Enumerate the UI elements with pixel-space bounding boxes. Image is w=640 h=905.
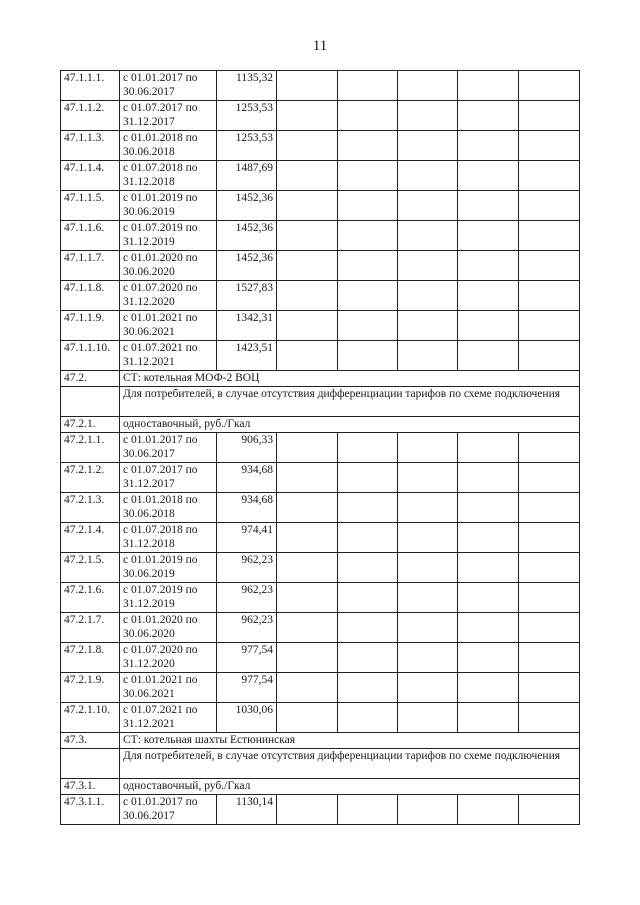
empty-cell — [338, 493, 398, 523]
period-cell: с 01.01.2019 по 30.06.2019 — [120, 191, 217, 221]
row-number: 47.1.1.2. — [61, 101, 120, 131]
empty-cell — [519, 553, 580, 583]
tariff-value: 962,23 — [217, 613, 277, 643]
empty-cell — [458, 101, 519, 131]
empty-cell — [458, 341, 519, 371]
empty-cell — [458, 613, 519, 643]
empty-cell — [458, 311, 519, 341]
tariff-value: 1253,53 — [217, 101, 277, 131]
empty-cell — [277, 673, 338, 703]
empty-cell — [398, 613, 458, 643]
empty-cell — [519, 583, 580, 613]
tariff-table — [60, 70, 580, 825]
tariff-value: 1135,32 — [217, 71, 277, 101]
table-row — [61, 387, 580, 417]
period-cell: с 01.07.2021 по 31.12.2021 — [120, 703, 217, 733]
empty-cell — [519, 191, 580, 221]
table-row — [61, 613, 580, 643]
period-cell: с 01.01.2021 по 30.06.2021 — [120, 311, 217, 341]
empty-cell — [277, 523, 338, 553]
empty-cell — [519, 71, 580, 101]
note-number — [61, 749, 120, 779]
row-number: 47.2.1.1. — [61, 433, 120, 463]
empty-cell — [338, 311, 398, 341]
row-number: 47.2.1.8. — [61, 643, 120, 673]
table-row — [61, 71, 580, 101]
table-row — [61, 643, 580, 673]
consumer-note: Для потребителей, в случае отсутствия дифференциации тарифов по схеме подключения — [120, 749, 580, 779]
empty-cell — [277, 161, 338, 191]
empty-cell — [338, 673, 398, 703]
period-cell: с 01.01.2020 по 30.06.2020 — [120, 613, 217, 643]
empty-cell — [277, 463, 338, 493]
row-number: 47.2.1.10. — [61, 703, 120, 733]
empty-cell — [277, 643, 338, 673]
row-number: 47.2.1.3. — [61, 493, 120, 523]
subsection-number: 47.2.1. — [61, 417, 120, 433]
empty-cell — [398, 703, 458, 733]
row-number: 47.1.1.3. — [61, 131, 120, 161]
empty-cell — [277, 281, 338, 311]
section-number: 47.3. — [61, 733, 120, 749]
period-cell: с 01.07.2018 по 31.12.2018 — [120, 161, 217, 191]
empty-cell — [277, 433, 338, 463]
table-row — [61, 281, 580, 311]
empty-cell — [338, 523, 398, 553]
table-row — [61, 417, 580, 433]
tariff-value: 1130,14 — [217, 795, 277, 825]
empty-cell — [398, 341, 458, 371]
empty-cell — [458, 643, 519, 673]
empty-cell — [398, 101, 458, 131]
tariff-value: 906,33 — [217, 433, 277, 463]
period-cell: с 01.01.2017 по 30.06.2017 — [120, 433, 217, 463]
empty-cell — [398, 281, 458, 311]
table-row — [61, 779, 580, 795]
row-number: 47.3.1.1. — [61, 795, 120, 825]
tariff-value: 962,23 — [217, 583, 277, 613]
period-cell: с 01.07.2018 по 31.12.2018 — [120, 523, 217, 553]
empty-cell — [338, 703, 398, 733]
empty-cell — [338, 281, 398, 311]
empty-cell — [519, 493, 580, 523]
period-cell: с 01.01.2018 по 30.06.2018 — [120, 131, 217, 161]
empty-cell — [338, 341, 398, 371]
empty-cell — [458, 433, 519, 463]
empty-cell — [458, 583, 519, 613]
empty-cell — [277, 795, 338, 825]
tariff-value: 977,54 — [217, 673, 277, 703]
table-row — [61, 553, 580, 583]
tariff-value: 1452,36 — [217, 191, 277, 221]
tariff-value: 1452,36 — [217, 251, 277, 281]
empty-cell — [277, 613, 338, 643]
table-row — [61, 161, 580, 191]
period-cell: с 01.01.2021 по 30.06.2021 — [120, 673, 217, 703]
empty-cell — [398, 523, 458, 553]
period-cell: с 01.07.2017 по 31.12.2017 — [120, 101, 217, 131]
period-cell: с 01.07.2017 по 31.12.2017 — [120, 463, 217, 493]
empty-cell — [277, 71, 338, 101]
empty-cell — [519, 523, 580, 553]
empty-cell — [338, 101, 398, 131]
empty-cell — [277, 101, 338, 131]
empty-cell — [398, 463, 458, 493]
table-row — [61, 463, 580, 493]
empty-cell — [519, 673, 580, 703]
empty-cell — [338, 583, 398, 613]
table-row — [61, 371, 580, 387]
empty-cell — [398, 643, 458, 673]
empty-cell — [277, 493, 338, 523]
tariff-value: 1487,69 — [217, 161, 277, 191]
empty-cell — [338, 463, 398, 493]
empty-cell — [458, 703, 519, 733]
empty-cell — [398, 221, 458, 251]
period-cell: с 01.07.2020 по 31.12.2020 — [120, 643, 217, 673]
tariff-value: 962,23 — [217, 553, 277, 583]
table-row — [61, 433, 580, 463]
row-number: 47.2.1.6. — [61, 583, 120, 613]
row-number: 47.1.1.8. — [61, 281, 120, 311]
empty-cell — [519, 433, 580, 463]
table-row — [61, 191, 580, 221]
row-number: 47.1.1.10. — [61, 341, 120, 371]
empty-cell — [458, 251, 519, 281]
row-number: 47.2.1.7. — [61, 613, 120, 643]
row-number: 47.2.1.5. — [61, 553, 120, 583]
empty-cell — [398, 161, 458, 191]
empty-cell — [398, 251, 458, 281]
period-cell: с 01.07.2020 по 31.12.2020 — [120, 281, 217, 311]
subsection-title: одноставочный, руб./Гкал — [120, 779, 580, 795]
row-number: 47.2.1.2. — [61, 463, 120, 493]
empty-cell — [458, 281, 519, 311]
empty-cell — [519, 131, 580, 161]
empty-cell — [519, 251, 580, 281]
tariff-value: 977,54 — [217, 643, 277, 673]
empty-cell — [277, 251, 338, 281]
table-row — [61, 795, 580, 825]
empty-cell — [338, 251, 398, 281]
empty-cell — [277, 553, 338, 583]
period-cell: с 01.01.2019 по 30.06.2019 — [120, 553, 217, 583]
row-number: 47.1.1.6. — [61, 221, 120, 251]
table-row — [61, 311, 580, 341]
period-cell: с 01.01.2018 по 30.06.2018 — [120, 493, 217, 523]
empty-cell — [277, 221, 338, 251]
row-number: 47.2.1.9. — [61, 673, 120, 703]
row-number: 47.1.1.7. — [61, 251, 120, 281]
empty-cell — [458, 463, 519, 493]
empty-cell — [398, 673, 458, 703]
subsection-title: одноставочный, руб./Гкал — [120, 417, 580, 433]
tariff-value: 1423,51 — [217, 341, 277, 371]
empty-cell — [519, 161, 580, 191]
empty-cell — [519, 221, 580, 251]
empty-cell — [458, 131, 519, 161]
tariff-value: 934,68 — [217, 493, 277, 523]
period-cell: с 01.01.2020 по 30.06.2020 — [120, 251, 217, 281]
table-row — [61, 673, 580, 703]
table-row — [61, 131, 580, 161]
subsection-number: 47.3.1. — [61, 779, 120, 795]
empty-cell — [519, 613, 580, 643]
period-cell: с 01.01.2017 по 30.06.2017 — [120, 795, 217, 825]
table-row — [61, 749, 580, 779]
table-row — [61, 703, 580, 733]
empty-cell — [338, 221, 398, 251]
empty-cell — [519, 795, 580, 825]
empty-cell — [338, 131, 398, 161]
empty-cell — [458, 493, 519, 523]
empty-cell — [458, 161, 519, 191]
empty-cell — [398, 583, 458, 613]
table-row — [61, 341, 580, 371]
empty-cell — [338, 795, 398, 825]
empty-cell — [458, 191, 519, 221]
consumer-note: Для потребителей, в случае отсутствия дифференциации тарифов по схеме подключения — [120, 387, 580, 417]
tariff-value: 1253,53 — [217, 131, 277, 161]
empty-cell — [398, 131, 458, 161]
empty-cell — [277, 191, 338, 221]
empty-cell — [519, 311, 580, 341]
tariff-value: 974,41 — [217, 523, 277, 553]
tariff-value: 1527,83 — [217, 281, 277, 311]
empty-cell — [338, 643, 398, 673]
tariff-table-body — [61, 71, 580, 825]
empty-cell — [398, 493, 458, 523]
empty-cell — [519, 281, 580, 311]
empty-cell — [458, 523, 519, 553]
empty-cell — [519, 463, 580, 493]
empty-cell — [458, 795, 519, 825]
empty-cell — [277, 131, 338, 161]
table-row — [61, 221, 580, 251]
empty-cell — [458, 673, 519, 703]
table-row — [61, 583, 580, 613]
empty-cell — [338, 71, 398, 101]
row-number: 47.1.1.5. — [61, 191, 120, 221]
table-row — [61, 101, 580, 131]
empty-cell — [398, 553, 458, 583]
empty-cell — [277, 341, 338, 371]
page-number: 11 — [312, 38, 328, 54]
empty-cell — [458, 553, 519, 583]
empty-cell — [519, 703, 580, 733]
empty-cell — [338, 191, 398, 221]
period-cell: с 01.07.2021 по 31.12.2021 — [120, 341, 217, 371]
row-number: 47.1.1.4. — [61, 161, 120, 191]
empty-cell — [338, 553, 398, 583]
table-row — [61, 493, 580, 523]
period-cell: с 01.07.2019 по 31.12.2019 — [120, 221, 217, 251]
row-number: 47.2.1.4. — [61, 523, 120, 553]
section-title: СТ: котельная шахты Естюнинская — [120, 733, 580, 749]
row-number: 47.1.1.1. — [61, 71, 120, 101]
empty-cell — [519, 101, 580, 131]
section-number: 47.2. — [61, 371, 120, 387]
empty-cell — [277, 583, 338, 613]
table-row — [61, 733, 580, 749]
table-row — [61, 523, 580, 553]
period-cell: с 01.07.2019 по 31.12.2019 — [120, 583, 217, 613]
note-number — [61, 387, 120, 417]
table-row — [61, 251, 580, 281]
empty-cell — [458, 221, 519, 251]
empty-cell — [398, 191, 458, 221]
period-cell: с 01.01.2017 по 30.06.2017 — [120, 71, 217, 101]
section-title: СТ: котельная МОФ-2 ВОЦ — [120, 371, 580, 387]
empty-cell — [519, 341, 580, 371]
row-number: 47.1.1.9. — [61, 311, 120, 341]
empty-cell — [519, 643, 580, 673]
empty-cell — [398, 433, 458, 463]
tariff-value: 1342,31 — [217, 311, 277, 341]
empty-cell — [338, 613, 398, 643]
empty-cell — [277, 311, 338, 341]
tariff-value: 1030,06 — [217, 703, 277, 733]
empty-cell — [398, 795, 458, 825]
empty-cell — [338, 433, 398, 463]
empty-cell — [458, 71, 519, 101]
empty-cell — [277, 703, 338, 733]
empty-cell — [338, 161, 398, 191]
empty-cell — [398, 311, 458, 341]
empty-cell — [398, 71, 458, 101]
tariff-value: 1452,36 — [217, 221, 277, 251]
tariff-value: 934,68 — [217, 463, 277, 493]
